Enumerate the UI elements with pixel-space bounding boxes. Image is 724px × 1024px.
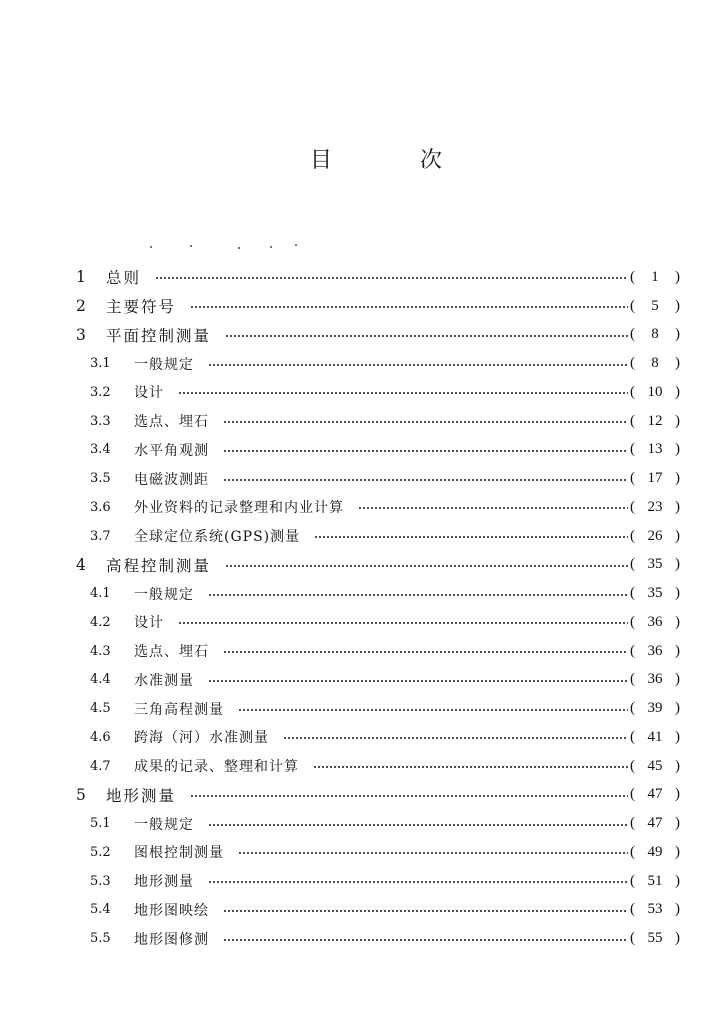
page-paren-close: ) (675, 297, 680, 314)
page-paren-open: ( (630, 613, 635, 630)
toc-entry-page (630, 384, 680, 401)
page-paren-close: ) (675, 815, 680, 832)
toc-entry-page (630, 758, 680, 775)
toc-entry-page-number: 5 (651, 297, 659, 314)
page-paren-close: ) (675, 728, 680, 745)
toc-entry[interactable] (0, 637, 724, 666)
toc-entry-title: 选点、埋石 (134, 644, 209, 661)
toc-entry-number: 4 (76, 555, 86, 574)
page-paren-open: ( (630, 412, 635, 429)
toc-entry-page (630, 815, 680, 832)
toc-entry-page-number: 35 (647, 585, 663, 602)
toc-entry-number: 5 (76, 785, 86, 804)
toc-entry-page-number: 26 (647, 527, 663, 544)
toc-entry-title: 一般规定 (134, 356, 194, 373)
toc-entry-page-number: 8 (651, 355, 659, 372)
page-paren-open: ( (630, 671, 635, 688)
toc-entry-page (630, 499, 680, 516)
toc-entry-number: 4.7 (90, 758, 111, 774)
page-paren-close: ) (675, 470, 680, 487)
toc-entry-page (630, 786, 680, 803)
toc-dot-leader (223, 938, 628, 942)
page-paren-close: ) (675, 930, 680, 947)
toc-entry-title: 一般规定 (134, 586, 194, 603)
toc-entry-page (630, 441, 680, 458)
toc-entry-number: 3.4 (90, 442, 111, 458)
toc-dot-leader (208, 593, 628, 597)
toc-entry-page (630, 528, 680, 545)
toc-dot-leader (178, 391, 628, 395)
page-paren-close: ) (675, 412, 680, 429)
toc-entry[interactable] (0, 838, 724, 867)
toc-entry-title: 跨海（河）水准测量 (134, 730, 269, 747)
toc-dot-leader (223, 650, 628, 654)
page-paren-close: ) (675, 498, 680, 515)
page-paren-open: ( (630, 326, 635, 343)
toc-dot-leader (223, 909, 628, 913)
toc-entry-page-number: 51 (647, 872, 663, 889)
toc-entry-number: 2 (76, 297, 86, 316)
toc-dot-leader (208, 679, 628, 683)
page-paren-open: ( (630, 268, 635, 285)
toc-entry[interactable] (0, 608, 724, 637)
toc-entry-title: 成果的记录、整理和计算 (134, 759, 299, 776)
toc-entry-number: 3.6 (90, 499, 111, 515)
toc-dot-leader (190, 305, 628, 309)
toc-entry-page-number: 47 (647, 815, 663, 832)
page-paren-close: ) (675, 527, 680, 544)
toc-entry-page-number: 53 (647, 901, 663, 918)
page-paren-open: ( (630, 901, 635, 918)
toc-entry-title: 水准测量 (134, 672, 194, 689)
toc-entry-number: 3.1 (90, 356, 111, 372)
toc-entry-page (630, 844, 680, 861)
page-paren-open: ( (630, 642, 635, 659)
toc-dot-leader (313, 765, 628, 769)
page-title (0, 146, 724, 178)
toc-entry-title: 电磁波测距 (134, 471, 209, 488)
toc-entry-number: 4.4 (90, 672, 111, 688)
page-paren-open: ( (630, 355, 635, 372)
toc-entry-title: 地形图修测 (134, 931, 209, 948)
toc-entry-page (630, 326, 680, 343)
toc-entry[interactable] (0, 896, 724, 925)
scan-specks (150, 243, 310, 249)
page-paren-close: ) (675, 642, 680, 659)
toc-dot-leader (223, 449, 628, 453)
page-paren-close: ) (675, 326, 680, 343)
toc-entry-page (630, 298, 680, 315)
toc-dot-leader (238, 708, 628, 712)
toc-entry-page (630, 901, 680, 918)
toc-entry-number: 4.5 (90, 701, 111, 717)
page-paren-close: ) (675, 383, 680, 400)
toc-entry-page (630, 585, 680, 602)
toc-entry[interactable] (0, 522, 724, 551)
page-paren-close: ) (675, 671, 680, 688)
toc-entry-page-number: 17 (647, 470, 663, 487)
page-paren-close: ) (675, 757, 680, 774)
page-paren-open: ( (630, 815, 635, 832)
page-paren-close: ) (675, 786, 680, 803)
toc-entry-page (630, 873, 680, 890)
toc-entry-page-number: 36 (647, 642, 663, 659)
toc-entry-number: 4.2 (90, 614, 111, 630)
page-paren-close: ) (675, 441, 680, 458)
toc-entry-title: 一般规定 (134, 816, 194, 833)
toc-entry-number: 4.1 (90, 586, 111, 602)
toc-entry[interactable] (0, 666, 724, 695)
toc-entry[interactable] (0, 694, 724, 723)
toc-entry-page (630, 355, 680, 372)
page-title-char-2: 次 (420, 148, 443, 173)
page-paren-close: ) (675, 613, 680, 630)
page-paren-open: ( (630, 786, 635, 803)
toc-dot-leader (178, 621, 628, 625)
toc-dot-leader (223, 478, 628, 482)
toc-entry[interactable] (0, 579, 724, 608)
toc-entry-title: 总则 (106, 269, 142, 288)
toc-entry-page (630, 671, 680, 688)
toc-entry-title: 选点、埋石 (134, 414, 209, 431)
toc-entry-title: 地形图映绘 (134, 902, 209, 919)
toc-dot-leader (238, 851, 628, 855)
toc-entry-number: 3.2 (90, 384, 111, 400)
toc-entry-number: 5.3 (90, 873, 111, 889)
toc-dot-leader (358, 506, 628, 510)
toc-dot-leader (283, 736, 628, 740)
toc-entry-page-number: 13 (647, 441, 663, 458)
toc-entry-title: 主要符号 (106, 298, 177, 317)
toc-entry-page-number: 1 (651, 268, 659, 285)
toc-entry-title: 设计 (134, 385, 164, 402)
toc-entry-page (630, 614, 680, 631)
toc-entry-page-number: 35 (647, 556, 663, 573)
toc-entry-number: 5.1 (90, 816, 111, 832)
toc-dot-leader (208, 823, 628, 827)
toc-entry-page-number: 39 (647, 700, 663, 717)
toc-entry-page (630, 269, 680, 286)
page-paren-open: ( (630, 700, 635, 717)
toc-entry-title: 图根控制测量 (134, 845, 224, 862)
page-paren-close: ) (675, 268, 680, 285)
toc-entry[interactable] (0, 378, 724, 407)
toc-dot-leader (190, 794, 628, 798)
toc-entry[interactable] (0, 407, 724, 436)
toc-entry-title: 地形测量 (134, 874, 194, 891)
toc-entry[interactable] (0, 867, 724, 896)
toc-entry-number: 5.2 (90, 844, 111, 860)
toc-dot-leader (223, 420, 628, 424)
toc-entry-page-number: 47 (647, 786, 663, 803)
toc-entry-title: 设计 (134, 615, 164, 632)
page-paren-open: ( (630, 757, 635, 774)
toc-entry[interactable] (0, 263, 724, 292)
page-paren-open: ( (630, 498, 635, 515)
toc-dot-leader (225, 564, 628, 568)
toc-entry-page-number: 12 (647, 412, 663, 429)
toc-entry[interactable] (0, 752, 724, 781)
toc-entry-title: 水平角观测 (134, 442, 209, 459)
page-paren-open: ( (630, 556, 635, 573)
page-paren-close: ) (675, 872, 680, 889)
toc-entry-page-number: 36 (647, 671, 663, 688)
toc-dot-leader (155, 276, 628, 280)
page-paren-open: ( (630, 930, 635, 947)
toc-entry-title: 地形测量 (106, 786, 177, 805)
toc-entry-number: 4.6 (90, 729, 111, 745)
page-paren-open: ( (630, 470, 635, 487)
toc-entry-page (630, 700, 680, 717)
page-paren-open: ( (630, 441, 635, 458)
table-of-contents (0, 263, 724, 953)
page-paren-close: ) (675, 901, 680, 918)
toc-dot-leader (314, 535, 628, 539)
toc-entry[interactable] (0, 781, 724, 810)
toc-entry-number: 5.5 (90, 931, 111, 947)
toc-entry-number: 4.3 (90, 643, 111, 659)
toc-entry[interactable] (0, 924, 724, 953)
page-paren-open: ( (630, 297, 635, 314)
toc-entry-page (630, 413, 680, 430)
page-paren-open: ( (630, 872, 635, 889)
toc-entry[interactable] (0, 321, 724, 350)
toc-entry-number: 5.4 (90, 902, 111, 918)
toc-entry[interactable] (0, 723, 724, 752)
toc-entry[interactable] (0, 464, 724, 493)
page-title-char-1: 目 (310, 148, 333, 173)
toc-entry-title: 全球定位系统(GPS)测量 (134, 529, 301, 546)
page-paren-close: ) (675, 585, 680, 602)
toc-entry-page (630, 470, 680, 487)
toc-entry-number: 3 (76, 325, 86, 344)
toc-entry[interactable] (0, 551, 724, 580)
toc-entry-page-number: 10 (647, 383, 663, 400)
toc-entry[interactable] (0, 349, 724, 378)
toc-dot-leader (208, 880, 628, 884)
toc-entry-page-number: 45 (647, 757, 663, 774)
toc-entry-page (630, 643, 680, 660)
toc-entry-page-number: 8 (651, 326, 659, 343)
toc-entry-number: 3.3 (90, 413, 111, 429)
toc-dot-leader (225, 334, 628, 338)
toc-dot-leader (208, 363, 628, 367)
page-paren-close: ) (675, 700, 680, 717)
toc-entry-number: 3.5 (90, 471, 111, 487)
toc-entry[interactable] (0, 436, 724, 465)
toc-entry[interactable] (0, 493, 724, 522)
page-paren-close: ) (675, 556, 680, 573)
page-paren-open: ( (630, 383, 635, 400)
toc-entry[interactable] (0, 292, 724, 321)
toc-entry-page (630, 930, 680, 947)
page-paren-open: ( (630, 585, 635, 602)
toc-entry-title: 高程控制测量 (106, 556, 212, 575)
toc-entry-title: 平面控制测量 (106, 326, 212, 345)
toc-entry-title: 三角高程测量 (134, 701, 224, 718)
toc-entry-number: 1 (76, 268, 86, 287)
toc-entry-page-number: 41 (647, 728, 663, 745)
toc-entry-page (630, 729, 680, 746)
page-paren-open: ( (630, 843, 635, 860)
toc-entry-page-number: 49 (647, 843, 663, 860)
page-paren-open: ( (630, 527, 635, 544)
page-paren-close: ) (675, 843, 680, 860)
toc-entry-number: 3.7 (90, 528, 111, 544)
page-paren-open: ( (630, 728, 635, 745)
toc-entry-page (630, 556, 680, 573)
toc-entry-title: 外业资料的记录整理和内业计算 (134, 500, 344, 517)
toc-entry-page-number: 36 (647, 613, 663, 630)
page-paren-close: ) (675, 355, 680, 372)
toc-entry-page-number: 55 (647, 930, 663, 947)
toc-entry-page-number: 23 (647, 498, 663, 515)
toc-entry[interactable] (0, 809, 724, 838)
